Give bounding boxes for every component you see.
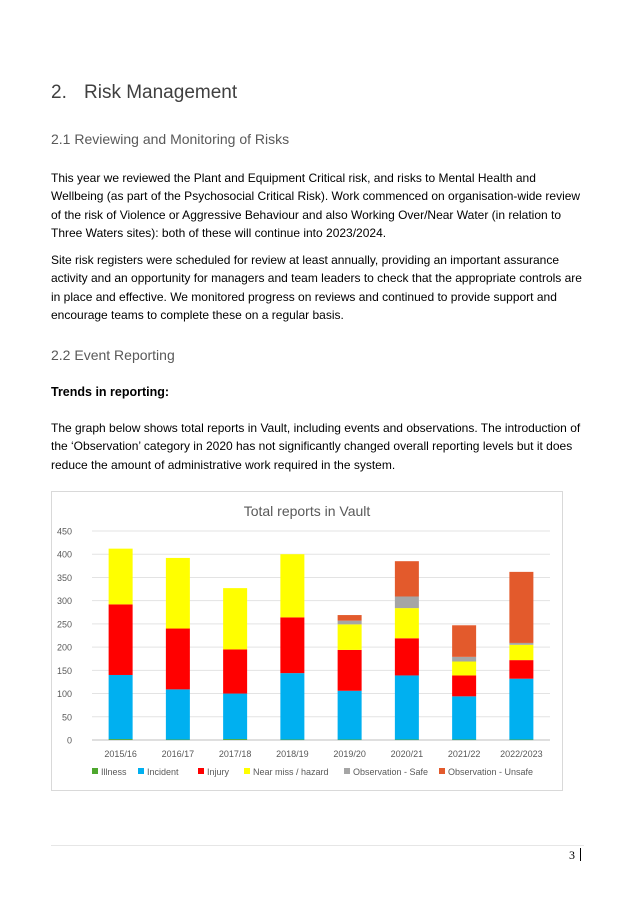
bar-segment — [109, 739, 133, 740]
legend-swatch — [198, 768, 204, 774]
x-tick-label: 2017/18 — [218, 749, 252, 759]
bar-segment — [452, 662, 476, 676]
legend-label: Injury — [207, 767, 230, 777]
bar-segment — [338, 621, 362, 625]
bar-segment — [280, 617, 304, 673]
y-tick-label: 100 — [56, 689, 72, 700]
bar-segment — [395, 608, 419, 638]
bar-segment — [280, 673, 304, 739]
bar-segment — [166, 629, 190, 690]
bar-segment — [395, 596, 419, 608]
bar-segment — [338, 650, 362, 691]
bar-segment — [338, 691, 362, 740]
paragraph-site-registers: Site risk registers were scheduled for review at least annually, providing an important assurance activity and an opportunity for managers and team leaders to check that the appropriate controls are in place and effective. We monitored progress on reviews and continued to provide support and encourage teams to complete these on a regular basis. — [51, 253, 582, 322]
legend-label: Incident — [147, 767, 179, 777]
bar-segment — [509, 660, 533, 679]
paragraph-graph-intro: The graph below shows total reports in Vault, including events and observations. The introduction of the ‘Observation’ category in 2020 has not significantly changed overall reporting levels but it does reduce the amount of administrative work required in the system. — [51, 421, 581, 472]
bar-segment — [223, 694, 247, 740]
y-tick-label: 300 — [56, 596, 72, 607]
y-tick-label: 200 — [56, 642, 72, 653]
trends-heading: Trends in reporting: — [51, 385, 170, 399]
bar-segment — [280, 554, 304, 617]
y-tick-label: 0 — [66, 735, 72, 746]
bar-segment — [166, 740, 190, 741]
bar-segment — [109, 604, 133, 675]
bar-segment — [509, 679, 533, 740]
footer-divider — [51, 845, 584, 846]
legend-swatch — [439, 768, 445, 774]
y-tick-label: 400 — [56, 549, 72, 560]
x-tick-label: 2020/21 — [390, 749, 424, 759]
bar-segment — [395, 740, 419, 741]
bar-segment — [509, 740, 533, 741]
y-tick-label: 350 — [56, 572, 72, 583]
chart-title: Total reports in Vault — [243, 503, 371, 519]
bar-segment — [395, 638, 419, 675]
bar-segment — [452, 625, 476, 657]
bar-segment — [109, 549, 133, 605]
bar-segment — [223, 588, 247, 649]
x-tick-label: 2021/22 — [447, 749, 481, 759]
bar-segment — [166, 558, 190, 629]
bar-segment — [509, 572, 533, 643]
bar-segment — [509, 643, 533, 645]
legend-swatch — [344, 768, 350, 774]
legend-label: Observation - Safe — [353, 767, 429, 777]
bar-segment — [509, 645, 533, 660]
bar-segment — [452, 657, 476, 662]
legend-label: Illness — [101, 767, 127, 777]
y-tick-label: 450 — [56, 526, 72, 537]
bar-segment — [223, 739, 247, 740]
chart-container — [51, 491, 563, 791]
page-number-separator — [580, 848, 581, 861]
y-tick-label: 250 — [56, 619, 72, 630]
bar-segment — [452, 696, 476, 739]
x-tick-label: 2019/20 — [333, 749, 366, 759]
bar-segment — [280, 740, 304, 741]
subsection-heading-event-reporting: 2.2 Event Reporting — [51, 347, 175, 363]
bar-segment — [166, 689, 190, 739]
section-heading — [51, 82, 237, 104]
x-tick-label: 2015/16 — [104, 749, 137, 759]
bar-segment — [109, 675, 133, 739]
section-title: Risk Management — [84, 82, 238, 103]
section-number: 2. — [51, 82, 67, 103]
legend-swatch — [92, 768, 98, 774]
x-tick-label: 2022/2023 — [500, 749, 543, 759]
bar-segment — [452, 740, 476, 741]
legend-label: Observation - Unsafe — [448, 767, 534, 777]
y-tick-label: 50 — [61, 712, 72, 723]
subsection-heading-reviewing: 2.1 Reviewing and Monitoring of Risks — [51, 131, 290, 147]
paragraph-risk-review: This year we reviewed the Plant and Equipment Critical risk, and risks to Mental Health and Wellbeing (as part of the Psychosocial Critical Risk). Work commenced on organisation-wide review of the risk of Violence or Aggressive Behaviour and also Working Over/Near Water (in relation to Three Waters sites): both of these will continue into 2023/2024. — [51, 171, 581, 240]
bar-segment — [338, 624, 362, 650]
bar-segment — [338, 615, 362, 621]
y-tick-label: 150 — [56, 665, 72, 676]
legend-label: Near miss / hazard — [253, 767, 329, 777]
legend-swatch — [244, 768, 250, 774]
x-tick-label: 2018/19 — [276, 749, 309, 759]
bar-segment — [338, 740, 362, 741]
page-number: 3 — [569, 848, 575, 862]
legend-swatch — [138, 768, 144, 774]
chart-svg — [52, 492, 562, 790]
bar-segment — [223, 649, 247, 693]
bar-segment — [452, 675, 476, 696]
x-tick-label: 2016/17 — [161, 749, 195, 759]
bar-segment — [395, 675, 419, 739]
bar-segment — [395, 561, 419, 596]
